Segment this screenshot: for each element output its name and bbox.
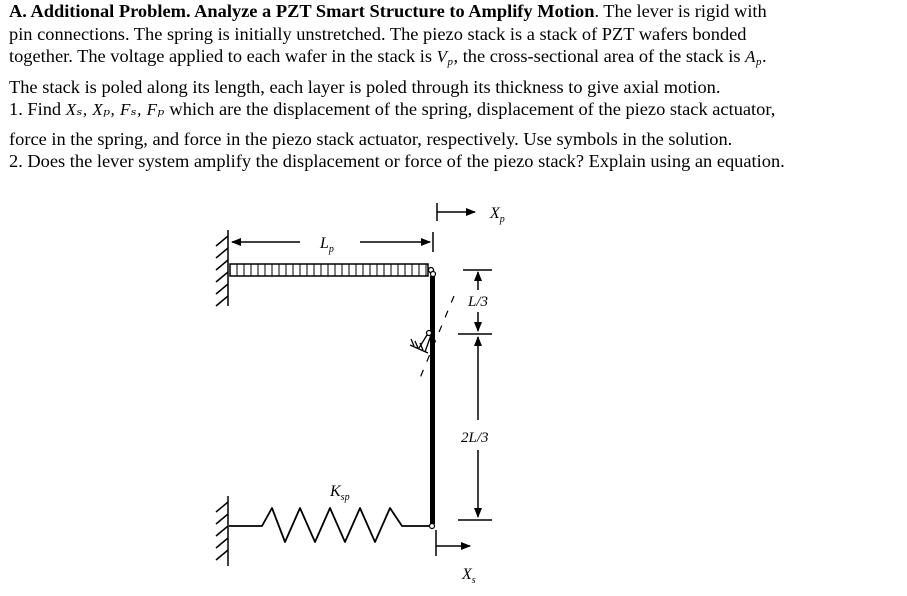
- lp-label: $L_p$: [320, 235, 334, 255]
- problem-title: A. Additional Problem. Analyze a PZT Smart Structure to Amplify Motion: [9, 1, 595, 21]
- fulcrum-pivot: [410, 331, 432, 354]
- para1-line3-end: .: [761, 46, 767, 66]
- lever-bottom-pin: [430, 524, 435, 529]
- para1-line1-rest: . The lever is rigid with: [594, 1, 767, 21]
- question-2: 2. Does the lever system amplify the displacement or force of the piezo stack? Explain using an equation.: [9, 151, 785, 171]
- left-wall-bottom: [216, 496, 228, 566]
- para1-line3-pre: together. The voltage applied to each wafer in the stack is: [9, 46, 437, 66]
- ksp-label: $K_{sp}$: [330, 483, 350, 503]
- two-l3-label: 2L/3: [461, 430, 489, 446]
- question-1-post: which are the displacement of the spring, displacement of the piezo stack actuator,: [164, 99, 776, 119]
- xp-arrow: [437, 203, 475, 221]
- two-l3-dimension: [458, 337, 492, 520]
- xp-label: $X_p$: [490, 205, 505, 225]
- l3-label: L/3: [468, 294, 489, 310]
- xs-label: $X_s$: [462, 566, 476, 586]
- left-wall-top: [216, 230, 228, 306]
- lever-bar: [430, 276, 435, 524]
- xs-arrow: [436, 530, 470, 556]
- area-symbol: $A_p$: [745, 47, 762, 68]
- lever-top-pin: [431, 272, 436, 277]
- para1-line3-mid: , the cross-sectional area of the stack is: [453, 46, 746, 66]
- question-1-symbols: Xₛ, Xₚ, Fₛ, Fₚ: [65, 100, 165, 119]
- question-1-line2: force in the spring, and force in the piezo stack actuator, respectively. Use symbols in the solution.: [9, 128, 733, 149]
- question-1-pre: 1. Find: [9, 99, 66, 119]
- para2-line1: The stack is poled along its length, each layer is poled through its thickness to give axial motion.: [9, 76, 721, 97]
- para1-line2: pin connections. The spring is initially unstretched. The piezo stack is a stack of PZT wafers bonded: [9, 23, 747, 44]
- voltage-symbol: $V_p$: [436, 47, 454, 68]
- spring: [229, 508, 429, 542]
